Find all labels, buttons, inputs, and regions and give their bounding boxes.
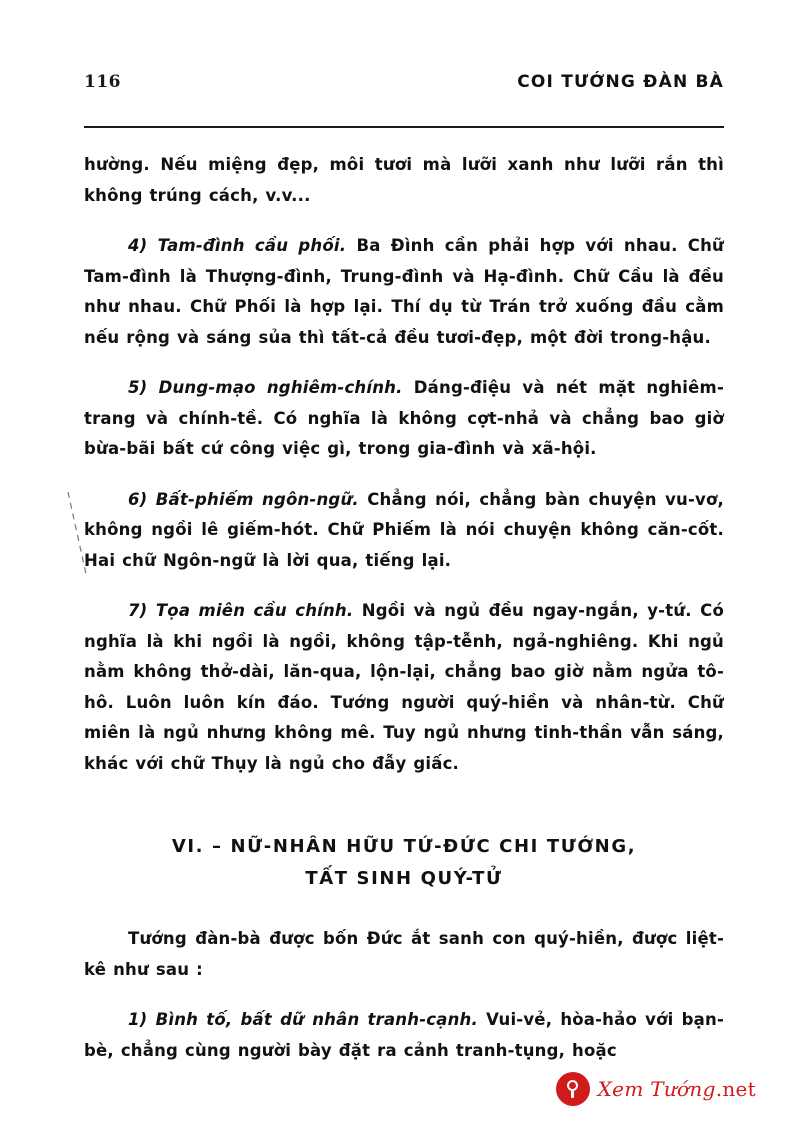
- paragraph-item-7: [84, 596, 724, 779]
- item-6-lead: 6) Bất-phiếm ngôn-ngữ.: [128, 489, 359, 509]
- header-rule: [84, 126, 724, 128]
- paragraph-intro: Tướng đàn-bà được bốn Đức ắt sanh con quý-hiền, được liệt-kê như sau :: [84, 929, 724, 979]
- item-5-lead: 5) Dung-mạo nghiêm-chính.: [128, 378, 403, 398]
- section-heading: [84, 831, 724, 894]
- watermark-label: [598, 1077, 756, 1101]
- magnifier-badge-icon: [556, 1072, 590, 1106]
- item-4-text: Ba Đình cần phải hợp với nhau. Chữ Tam-đình là Thượng-đình, Trung-đình và Hạ-đình. Chữ Cầu là đều như nhau. Chữ Phối là hợp lại. Thí dụ từ Trán trở xuống đầu cằm nếu rộng và sáng sủa thì tất-cả đều tươi-đẹp, một đời trong-hậu.: [84, 236, 725, 347]
- item-1-text: Vui-vẻ, hòa-hảo với bạn-bè, chẳng cùng người bày đặt ra cảnh tranh-tụng, hoặc: [84, 1010, 724, 1060]
- watermark-label-main: Xem Tướng: [597, 1077, 716, 1101]
- paragraph-item-6: [84, 485, 724, 577]
- item-1-lead: 1) Bình tố, bất dữ nhân tranh-cạnh.: [128, 1010, 478, 1030]
- item-6-text: Chẳng nói, chẳng bàn chuyện vu-vơ, không ngồi lê giếm-hót. Chữ Phiếm là nói chuyện không căn-cốt. Hai chữ Ngôn-ngữ là lời qua, tiếng lại.: [84, 489, 724, 570]
- page-number: 116: [84, 72, 121, 92]
- section-heading-line-1: VI. – NỮ-NHÂN HỮU TỨ-ĐỨC CHI TƯỚNG,: [171, 836, 637, 858]
- section-heading-line-2: TẤT SINH QUÝ-TỬ: [305, 867, 503, 889]
- paragraph-item-1: [84, 1005, 724, 1066]
- watermark-label-tld: .net: [715, 1077, 756, 1101]
- watermark: [556, 1072, 756, 1106]
- paragraph-item-4: [84, 231, 724, 353]
- item-7-lead: 7) Tọa miên cầu chính.: [128, 601, 354, 621]
- paragraph-item-5: [84, 373, 724, 465]
- page-header: [84, 72, 724, 92]
- item-5-text: Dáng-điệu và nét mặt nghiêm-trang và chính-tề. Có nghĩa là không cợt-nhả và chẳng bao giờ bừa-bãi bất cứ công việc gì, trong gia-đình và xã-hội.: [84, 378, 724, 459]
- page-content: [84, 72, 724, 1086]
- item-4-lead: 4) Tam-đình cầu phối.: [128, 236, 347, 256]
- item-7-text: Ngồi và ngủ đều ngay-ngắn, y-tứ. Có nghĩa là khi ngồi là ngồi, không tập-tễnh, ngả-nghiêng. Khi ngủ nằm không thở-dài, lăn-qua, lộn-lại, chẳng bao giờ nằm ngửa tô-hô. Luôn luôn kín đáo. Tướng người quý-hiền và nhân-từ. Chữ miên là ngủ nhưng không mê. Tuy ngủ nhưng tinh-thần vẫn sáng, khác với chữ Thụy là ngủ cho đẫy giấc.: [84, 601, 724, 773]
- running-head: COI TƯỚNG ĐÀN BÀ: [517, 72, 724, 92]
- paragraph-continuation: hường. Nếu miệng đẹp, môi tươi mà lưỡi xanh như lưỡi rắn thì không trúng cách, v.v...: [84, 155, 724, 205]
